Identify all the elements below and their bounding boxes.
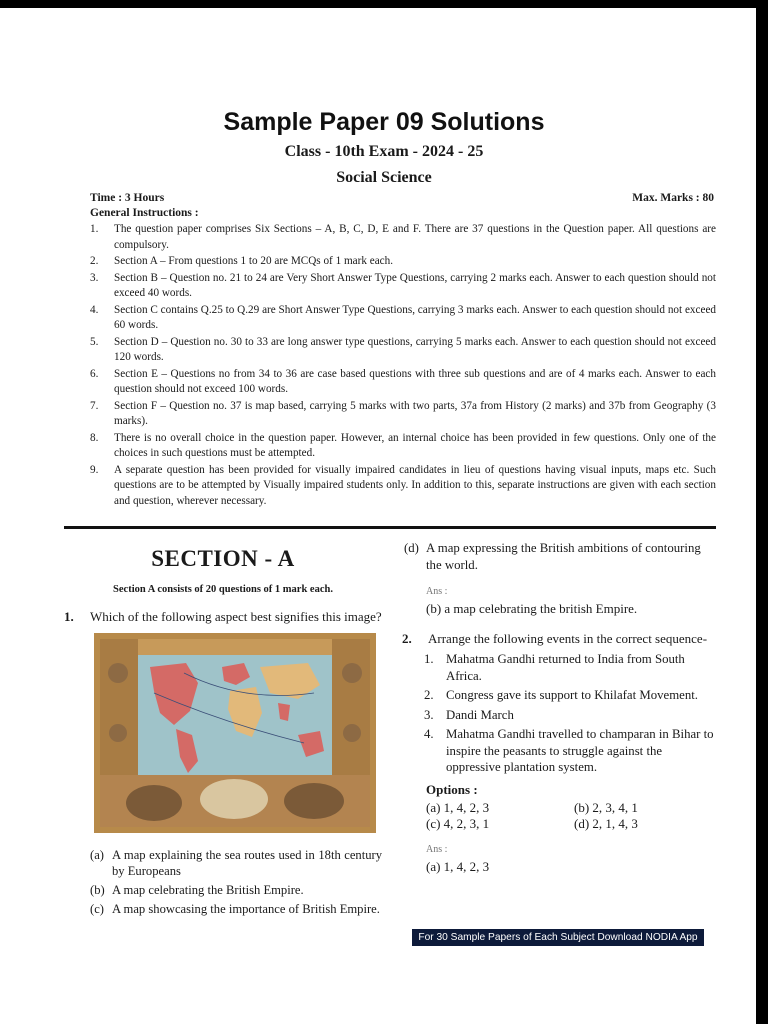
question-text: Arrange the following events in the correct sequence- bbox=[428, 631, 708, 646]
event-number: 2. bbox=[424, 688, 434, 702]
event-text: Congress gave its support to Khilafat Movement. bbox=[446, 688, 698, 702]
answer-label: Ans : bbox=[426, 843, 448, 855]
option-b: (b) 2, 3, 4, 1 bbox=[574, 799, 638, 815]
question-2 bbox=[402, 631, 718, 647]
event-item bbox=[424, 687, 718, 704]
imperial-world-map-image bbox=[94, 633, 376, 833]
question-1 bbox=[64, 609, 382, 625]
event-number: 4. bbox=[424, 727, 434, 741]
event-item bbox=[424, 707, 718, 724]
instruction-number: 6. bbox=[90, 367, 99, 380]
option-d bbox=[402, 540, 718, 574]
instruction-item bbox=[90, 367, 716, 398]
section-divider bbox=[64, 526, 716, 529]
instruction-text: A separate question has been provided for visually impaired candidates in lieu of questions having visual inputs, maps etc. Such questions are to be attempted by Visually impaired students only. In addition to this, separate instructions are given with each section and question, wherever necessary. bbox=[114, 463, 716, 507]
instruction-item bbox=[90, 431, 716, 462]
exam-subtitle: Class - 10th Exam - 2024 - 25 bbox=[284, 143, 484, 160]
instruction-text: Section D – Question no. 30 to 33 are long answer type questions, carrying 5 marks each. Answer to each question should not exceed 120 words. bbox=[114, 335, 716, 363]
question-2-options bbox=[426, 800, 718, 832]
option-c: (c) 4, 2, 3, 1 bbox=[426, 815, 490, 831]
option-letter: (a) bbox=[90, 848, 104, 862]
instruction-item bbox=[90, 335, 716, 366]
instruction-text: Section A – From questions 1 to 20 are MCQs of 1 mark each. bbox=[114, 255, 394, 267]
instruction-number: 2. bbox=[90, 255, 99, 267]
option-d: (d) 2, 1, 4, 3 bbox=[574, 815, 638, 831]
instruction-item bbox=[90, 303, 716, 334]
instruction-item bbox=[90, 254, 716, 270]
instruction-number: 3. bbox=[90, 271, 99, 284]
question-1-answer: (b) a map celebrating the british Empire. bbox=[426, 601, 638, 616]
event-number: 1. bbox=[424, 652, 434, 666]
instruction-text: Section E – Questions no from 34 to 36 are case based questions with three sub questions and are of 4 marks each. Answer to each question should not exceed 100 words. bbox=[114, 367, 716, 395]
instruction-text: The question paper comprises Six Sections – A, B, C, D, E and F. There are 37 questions in the Question paper. All questions are compulsory. bbox=[114, 223, 716, 251]
instruction-number: 9. bbox=[90, 463, 99, 476]
left-column bbox=[64, 540, 382, 920]
instruction-number: 1. bbox=[90, 223, 99, 235]
question-number: 1. bbox=[64, 609, 74, 624]
paper-title: Sample Paper 09 Solutions bbox=[223, 108, 545, 136]
instruction-text: Section B – Question no. 21 to 24 are Very Short Answer Type Questions, carrying 2 marks each. Answer to each question should not exceed 40 words. bbox=[114, 271, 716, 299]
event-number: 3. bbox=[424, 707, 434, 722]
option-letter: (c) bbox=[90, 902, 104, 916]
instruction-item bbox=[90, 463, 716, 510]
question-1-options-abc bbox=[90, 847, 382, 917]
option-text: A map explaining the sea routes used in 18th century by Europeans bbox=[112, 848, 382, 878]
instruction-text: Section F – Question no. 37 is map based, carrying 5 marks with two parts, 37a from History (2 marks) and 37b from Geography (3 marks). bbox=[114, 399, 716, 427]
instruction-number: 4. bbox=[90, 303, 99, 316]
option-text: A map showcasing the importance of British Empire. bbox=[112, 902, 380, 916]
instruction-text: There is no overall choice in the question paper. However, an internal choice has been provided in few questions. Only one of the choices in such questions must be attempted. bbox=[114, 431, 716, 459]
instruction-number: 8. bbox=[90, 431, 99, 444]
instruction-number: 5. bbox=[90, 335, 99, 348]
option-letter: (d) bbox=[404, 541, 419, 555]
question-number: 2. bbox=[402, 631, 412, 646]
option-b bbox=[90, 882, 382, 898]
answer-label: Ans : bbox=[426, 586, 448, 597]
instruction-text: Section C contains Q.25 to Q.29 are Short Answer Type Questions, carrying 3 marks each. Answer to each question should not exceed 60 words. bbox=[114, 303, 716, 331]
nodia-app-banner[interactable]: For 30 Sample Papers of Each Subject Download NODIA App bbox=[412, 929, 704, 946]
right-column bbox=[402, 540, 718, 875]
option-c bbox=[90, 901, 382, 917]
section-a-heading: SECTION - A bbox=[151, 546, 295, 571]
question-text: Which of the following aspect best signifies this image? bbox=[90, 609, 382, 624]
option-a: (a) 1, 4, 2, 3 bbox=[426, 799, 490, 815]
event-text: Dandi March bbox=[446, 707, 514, 722]
options-label: Options : bbox=[426, 781, 478, 797]
event-item bbox=[424, 651, 718, 684]
instruction-item bbox=[90, 399, 716, 430]
event-item bbox=[424, 726, 718, 776]
instruction-number: 7. bbox=[90, 399, 99, 412]
instruction-item bbox=[90, 222, 716, 253]
option-text: A map celebrating the British Empire. bbox=[112, 883, 304, 897]
option-a bbox=[90, 847, 382, 879]
event-text: Mahatma Gandhi returned to India from South Africa. bbox=[446, 652, 685, 683]
option-text: A map expressing the British ambitions of contouring the world. bbox=[426, 541, 701, 572]
event-text: Mahatma Gandhi travelled to champaran in Bihar to inspire the peasants to struggle against the oppressive plantation system. bbox=[446, 727, 714, 774]
question-2-answer: (a) 1, 4, 2, 3 bbox=[426, 858, 490, 874]
option-letter: (b) bbox=[90, 883, 105, 897]
top-border bbox=[0, 0, 768, 8]
events-list bbox=[424, 651, 718, 776]
instructions-list bbox=[90, 222, 716, 510]
time-allowed: Time : 3 Hours bbox=[90, 192, 165, 204]
subject-name: Social Science bbox=[336, 169, 432, 186]
general-instructions-label: General Instructions : bbox=[90, 207, 199, 219]
max-marks: Max. Marks : 80 bbox=[632, 192, 714, 204]
section-a-subheading: Section A consists of 20 questions of 1 mark each. bbox=[113, 584, 333, 595]
instruction-item bbox=[90, 271, 716, 302]
